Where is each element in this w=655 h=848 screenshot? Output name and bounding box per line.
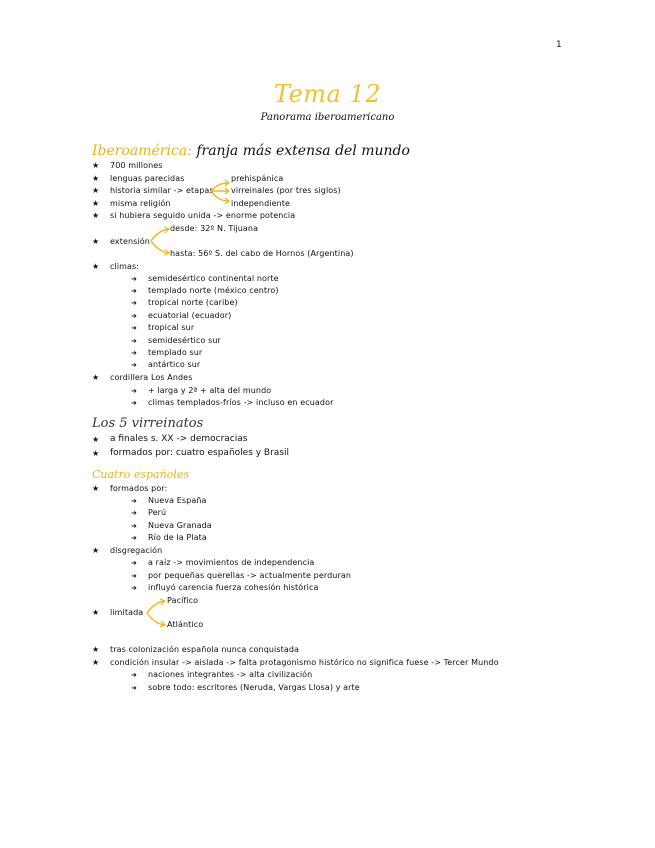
list-item: disgregación [110,546,163,555]
arrow-bullet-icon: ➜ [131,509,137,517]
list-item: si hubiera seguido unida -> enorme potencia [110,211,296,220]
virreinato-item: Río de la Plata [148,533,207,542]
arrow-bullet-icon: ➜ [131,312,137,320]
star-bullet-icon: ★ [92,435,100,444]
star-bullet-icon: ★ [92,645,100,654]
page-title: Tema 12 [273,80,382,108]
disgregacion-item: a raíz -> movimientos de independencia [148,558,315,567]
arrow-bullet-icon: ➜ [131,684,137,692]
list-item: condición insular -> aislada -> falta protagonismo histórico no significa fuese -> Tercer Mundo [110,658,499,667]
arrow-bullet-icon: ➜ [131,584,137,592]
etapa-item: virreinales (por tres siglos) [231,186,341,195]
etapa-item: independiente [231,199,291,208]
extra-sub-item: sobre todo: escritores (Neruda, Vargas Llosa) y arte [148,683,360,692]
andes-item: + larga y 2ª + alta del mundo [148,386,272,395]
arrow-bullet-icon: ➜ [131,671,137,679]
arrow-bullet-icon: ➜ [131,287,137,295]
star-bullet-icon: ★ [92,174,100,183]
arrow-bullet-icon: ➜ [131,275,137,283]
star-bullet-icon: ★ [92,199,100,208]
list-item: limitada [110,608,144,617]
list-item: lenguas parecidas [110,174,185,183]
arrow-bullet-icon: ➜ [131,337,137,345]
page-number: 1 [556,40,562,50]
star-bullet-icon: ★ [92,373,100,382]
clima-item: semidesértico sur [148,336,221,345]
heading-rest: franja más extensa del mundo [191,143,410,159]
star-bullet-icon: ★ [92,262,100,271]
list-item: climas: [110,262,140,271]
star-bullet-icon: ★ [92,237,100,246]
arrow-bullet-icon: ➜ [131,399,137,407]
list-item: tras colonización española nunca conquistada [110,645,300,654]
list-item: misma religión [110,199,171,208]
virreinato-item: Nueva Granada [148,521,212,530]
extra-sub-item: naciones integrantes -> alta civilización [148,670,313,679]
virreinato-item: Perú [148,508,167,517]
andes-item: climas templados-fríos -> incluso en ecuador [148,398,334,407]
section-heading-cuatro-espanoles: Cuatro españoles [92,468,189,481]
virreinato-item: Nueva España [148,496,207,505]
clima-item: semidesértico continental norte [148,274,279,283]
star-bullet-icon: ★ [92,211,100,220]
section-heading-virreinatos: Los 5 virreinatos [92,416,204,431]
limite-item: Pacífico [167,596,199,605]
list-item: extensión [110,237,150,246]
disgregacion-item: por pequeñas querellas -> actualmente perduran [148,571,352,580]
star-bullet-icon: ★ [92,484,100,493]
list-item: formados por: [110,484,168,493]
extension-item: desde: 32º N. Tijuana [170,224,259,233]
clima-item: antártico sur [148,360,201,369]
arrow-bullet-icon: ➜ [131,497,137,505]
clima-item: tropical sur [148,323,195,332]
arrow-bullet-icon: ➜ [131,361,137,369]
limite-item: Atlántico [167,620,204,629]
clima-item: templado sur [148,348,203,357]
star-bullet-icon: ★ [92,449,100,458]
arrow-bullet-icon: ➜ [131,349,137,357]
star-bullet-icon: ★ [92,546,100,555]
star-bullet-icon: ★ [92,658,100,667]
arrow-bullet-icon: ➜ [131,387,137,395]
clima-item: tropical norte (caribe) [148,298,238,307]
star-bullet-icon: ★ [92,186,100,195]
list-item: historia similar -> etapas [110,186,214,195]
list-item: formados por: cuatro españoles y Brasil [110,448,290,458]
star-bullet-icon: ★ [92,161,100,170]
clima-item: templado norte (méxico centro) [148,286,279,295]
arrow-bullet-icon: ➜ [131,522,137,530]
extension-item: hasta: 56º S. del cabo de Hornos (Argentina) [170,249,354,258]
arrow-bullet-icon: ➜ [131,572,137,580]
arrow-bullet-icon: ➜ [131,299,137,307]
clima-item: ecuatorial (ecuador) [148,311,232,320]
star-bullet-icon: ★ [92,608,100,617]
etapa-item: prehispánica [231,174,284,183]
list-item: 700 millones [110,161,163,170]
arrow-bullet-icon: ➜ [131,534,137,542]
list-item: cordillera Los Andes [110,373,193,382]
list-item: a finales s. XX -> democracias [110,434,248,444]
page-subtitle: Panorama iberoamericano [260,112,395,123]
arrow-bullet-icon: ➜ [131,324,137,332]
disgregacion-item: influyó carencia fuerza cohesión histórica [148,583,319,592]
arrow-bullet-icon: ➜ [131,559,137,567]
section-heading-iberoamerica [92,143,410,159]
heading-colored: Iberoamérica: [92,143,192,159]
